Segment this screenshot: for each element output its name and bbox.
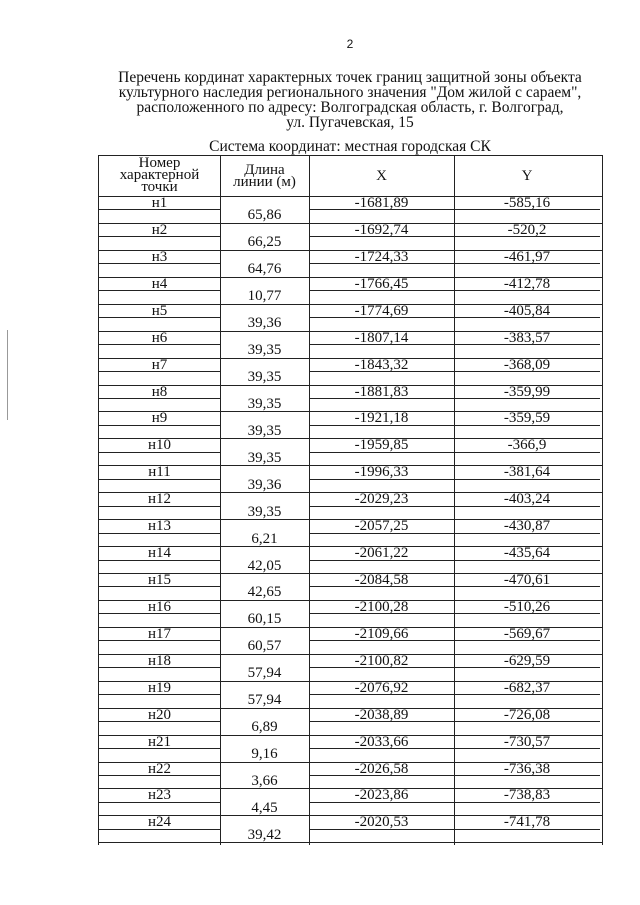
line-length-cell: 39,35	[247, 503, 282, 520]
row-divider	[309, 236, 600, 237]
x-coordinate-cell: -1921,18	[354, 410, 409, 427]
line-length-cell: 39,35	[247, 449, 282, 466]
line-length-cell: 39,36	[247, 315, 282, 332]
y-coordinate-cell: -510,26	[503, 598, 551, 615]
y-coordinate-cell: -520,2	[507, 221, 547, 238]
x-coordinate-cell: -2026,58	[354, 760, 409, 777]
header-line-length: Длина линии (м)	[233, 162, 296, 190]
row-divider	[309, 802, 600, 803]
row-divider	[309, 560, 600, 561]
line-length-cell: 39,35	[247, 422, 282, 439]
row-divider	[99, 613, 220, 614]
point-number-cell: н20	[147, 706, 172, 723]
y-coordinate-cell: -368,09	[503, 356, 551, 373]
row-divider	[309, 290, 600, 291]
point-number-cell: н7	[151, 356, 168, 373]
row-divider	[99, 344, 220, 345]
line-length-cell: 9,16	[251, 746, 278, 763]
row-divider	[309, 452, 600, 453]
row-divider	[309, 398, 600, 399]
row-divider	[309, 317, 600, 318]
point-number-cell: н9	[151, 410, 168, 427]
row-divider	[309, 533, 600, 534]
row-divider	[309, 694, 600, 695]
x-coordinate-cell: -2038,89	[354, 706, 409, 723]
row-divider	[99, 479, 220, 480]
row-divider	[99, 721, 220, 722]
row-divider	[99, 317, 220, 318]
row-divider	[99, 842, 602, 843]
row-divider	[309, 667, 600, 668]
x-coordinate-cell: -2100,82	[354, 652, 409, 669]
x-coordinate-cell: -1692,74	[354, 221, 409, 238]
row-divider	[99, 425, 220, 426]
row-divider	[99, 290, 220, 291]
row-divider	[309, 263, 600, 264]
row-divider	[309, 371, 600, 372]
row-divider	[99, 533, 220, 534]
point-number-cell: н18	[147, 652, 172, 669]
y-coordinate-cell: -383,57	[503, 329, 551, 346]
y-coordinate-cell: -736,38	[503, 760, 551, 777]
row-divider	[309, 506, 600, 507]
y-coordinate-cell: -366,9	[507, 437, 547, 454]
y-coordinate-cell: -730,57	[503, 733, 551, 750]
row-divider	[99, 452, 220, 453]
row-divider	[309, 613, 600, 614]
point-number-cell: н21	[147, 733, 172, 750]
x-coordinate-cell: -2109,66	[354, 625, 409, 642]
line-length-cell: 3,66	[251, 772, 278, 789]
line-length-cell: 39,42	[247, 826, 282, 843]
header-y: Y	[521, 168, 533, 184]
line-length-cell: 6,21	[251, 530, 278, 547]
line-length-cell: 39,35	[247, 369, 282, 386]
row-divider	[309, 209, 600, 210]
y-coordinate-cell: -738,83	[503, 787, 551, 804]
x-coordinate-cell: -1959,85	[354, 437, 409, 454]
page-number: 2	[346, 37, 354, 51]
row-divider	[99, 560, 220, 561]
row-divider	[309, 829, 600, 830]
row-divider	[309, 425, 600, 426]
line-length-cell: 57,94	[247, 692, 282, 709]
y-coordinate-cell: -629,59	[503, 652, 551, 669]
row-divider	[99, 802, 220, 803]
point-number-cell: н15	[147, 572, 172, 589]
row-divider	[309, 586, 600, 587]
x-coordinate-cell: -2023,86	[354, 787, 409, 804]
y-coordinate-cell: -569,67	[503, 625, 551, 642]
point-number-cell: н14	[147, 545, 172, 562]
header-x: X	[376, 168, 387, 184]
row-divider	[99, 209, 220, 210]
x-coordinate-cell: -1843,32	[354, 356, 409, 373]
row-divider	[99, 371, 220, 372]
x-coordinate-cell: -2033,66	[354, 733, 409, 750]
row-divider	[99, 586, 220, 587]
point-number-cell: н12	[147, 491, 172, 508]
row-divider	[99, 640, 220, 641]
row-divider	[99, 236, 220, 237]
header-point-number: Номер характерной точки	[119, 155, 200, 195]
line-length-cell: 39,35	[247, 395, 282, 412]
point-number-cell: н19	[147, 679, 172, 696]
title-line: ул. Пугачевская, 15	[286, 114, 414, 131]
y-coordinate-cell: -435,64	[503, 545, 551, 562]
row-divider	[99, 398, 220, 399]
row-divider	[99, 748, 220, 749]
point-number-cell: н10	[147, 437, 172, 454]
row-divider	[99, 506, 220, 507]
row-divider	[309, 721, 600, 722]
x-coordinate-cell: -2020,53	[354, 814, 409, 831]
line-length-cell: 39,35	[247, 342, 282, 359]
title-line: расположенного по адресу: Волгоградская область, г. Волгоград,	[136, 99, 564, 116]
x-coordinate-cell: -1881,83	[354, 383, 409, 400]
y-coordinate-cell: -682,37	[503, 679, 551, 696]
y-coordinate-cell: -359,59	[503, 410, 551, 427]
y-coordinate-cell: -412,78	[503, 275, 551, 292]
point-number-cell: н24	[147, 814, 172, 831]
y-coordinate-cell: -741,78	[503, 814, 551, 831]
row-divider	[99, 775, 220, 776]
x-coordinate-cell: -1766,45	[354, 275, 409, 292]
point-number-cell: н5	[151, 302, 168, 319]
line-length-cell: 42,05	[247, 557, 282, 574]
y-coordinate-cell: -403,24	[503, 491, 551, 508]
y-coordinate-cell: -726,08	[503, 706, 551, 723]
line-length-cell: 66,25	[247, 234, 282, 251]
row-divider	[99, 263, 220, 264]
y-coordinate-cell: -430,87	[503, 518, 551, 535]
coordinates-table	[98, 155, 603, 845]
x-coordinate-cell: -2100,28	[354, 598, 409, 615]
row-divider	[99, 829, 220, 830]
row-divider	[99, 667, 220, 668]
y-coordinate-cell: -381,64	[503, 464, 551, 481]
row-divider	[99, 694, 220, 695]
point-number-cell: н3	[151, 248, 168, 265]
point-number-cell: н6	[151, 329, 168, 346]
line-length-cell: 42,65	[247, 584, 282, 601]
point-number-cell: н8	[151, 383, 168, 400]
document-title	[100, 70, 600, 130]
x-coordinate-cell: -1996,33	[354, 464, 409, 481]
point-number-cell: н1	[151, 195, 168, 211]
y-coordinate-cell: -585,16	[503, 195, 551, 211]
x-coordinate-cell: -1681,89	[354, 195, 409, 211]
line-length-cell: 60,15	[247, 611, 282, 628]
title-line: культурного наследия регионального значения "Дом жилой с сараем",	[118, 84, 582, 101]
x-coordinate-cell: -2029,23	[354, 491, 409, 508]
x-coordinate-cell: -1774,69	[354, 302, 409, 319]
x-coordinate-cell: -1807,14	[354, 329, 409, 346]
row-divider	[309, 775, 600, 776]
line-length-cell: 60,57	[247, 638, 282, 655]
line-length-cell: 6,89	[251, 719, 278, 736]
line-length-cell: 10,77	[247, 288, 282, 305]
point-number-cell: н13	[147, 518, 172, 535]
y-coordinate-cell: -461,97	[503, 248, 551, 265]
point-number-cell: н4	[151, 275, 168, 292]
x-coordinate-cell: -2084,58	[354, 572, 409, 589]
x-coordinate-cell: -2057,25	[354, 518, 409, 535]
scan-edge-mark	[7, 330, 8, 420]
point-number-cell: н2	[151, 221, 168, 238]
y-coordinate-cell: -405,84	[503, 302, 551, 319]
x-coordinate-cell: -2076,92	[354, 679, 409, 696]
line-length-cell: 4,45	[251, 799, 278, 816]
row-divider	[309, 640, 600, 641]
row-divider	[309, 748, 600, 749]
title-line: Перечень кординат характерных точек границ защитной зоны объекта	[118, 69, 582, 86]
x-coordinate-cell: -2061,22	[354, 545, 409, 562]
line-length-cell: 39,36	[247, 476, 282, 493]
y-coordinate-cell: -470,61	[503, 572, 551, 589]
point-number-cell: н22	[147, 760, 172, 777]
coordinate-system-caption: Система координат: местная городская СК	[209, 138, 491, 155]
row-divider	[309, 344, 600, 345]
line-length-cell: 57,94	[247, 665, 282, 682]
y-coordinate-cell: -359,99	[503, 383, 551, 400]
point-number-cell: н16	[147, 598, 172, 615]
point-number-cell: н23	[147, 787, 172, 804]
x-coordinate-cell: -1724,33	[354, 248, 409, 265]
point-number-cell: н17	[147, 625, 172, 642]
line-length-cell: 64,76	[247, 261, 282, 278]
point-number-cell: н11	[148, 464, 171, 481]
row-divider	[309, 479, 600, 480]
column-divider	[220, 155, 221, 845]
line-length-cell: 65,86	[247, 207, 282, 224]
